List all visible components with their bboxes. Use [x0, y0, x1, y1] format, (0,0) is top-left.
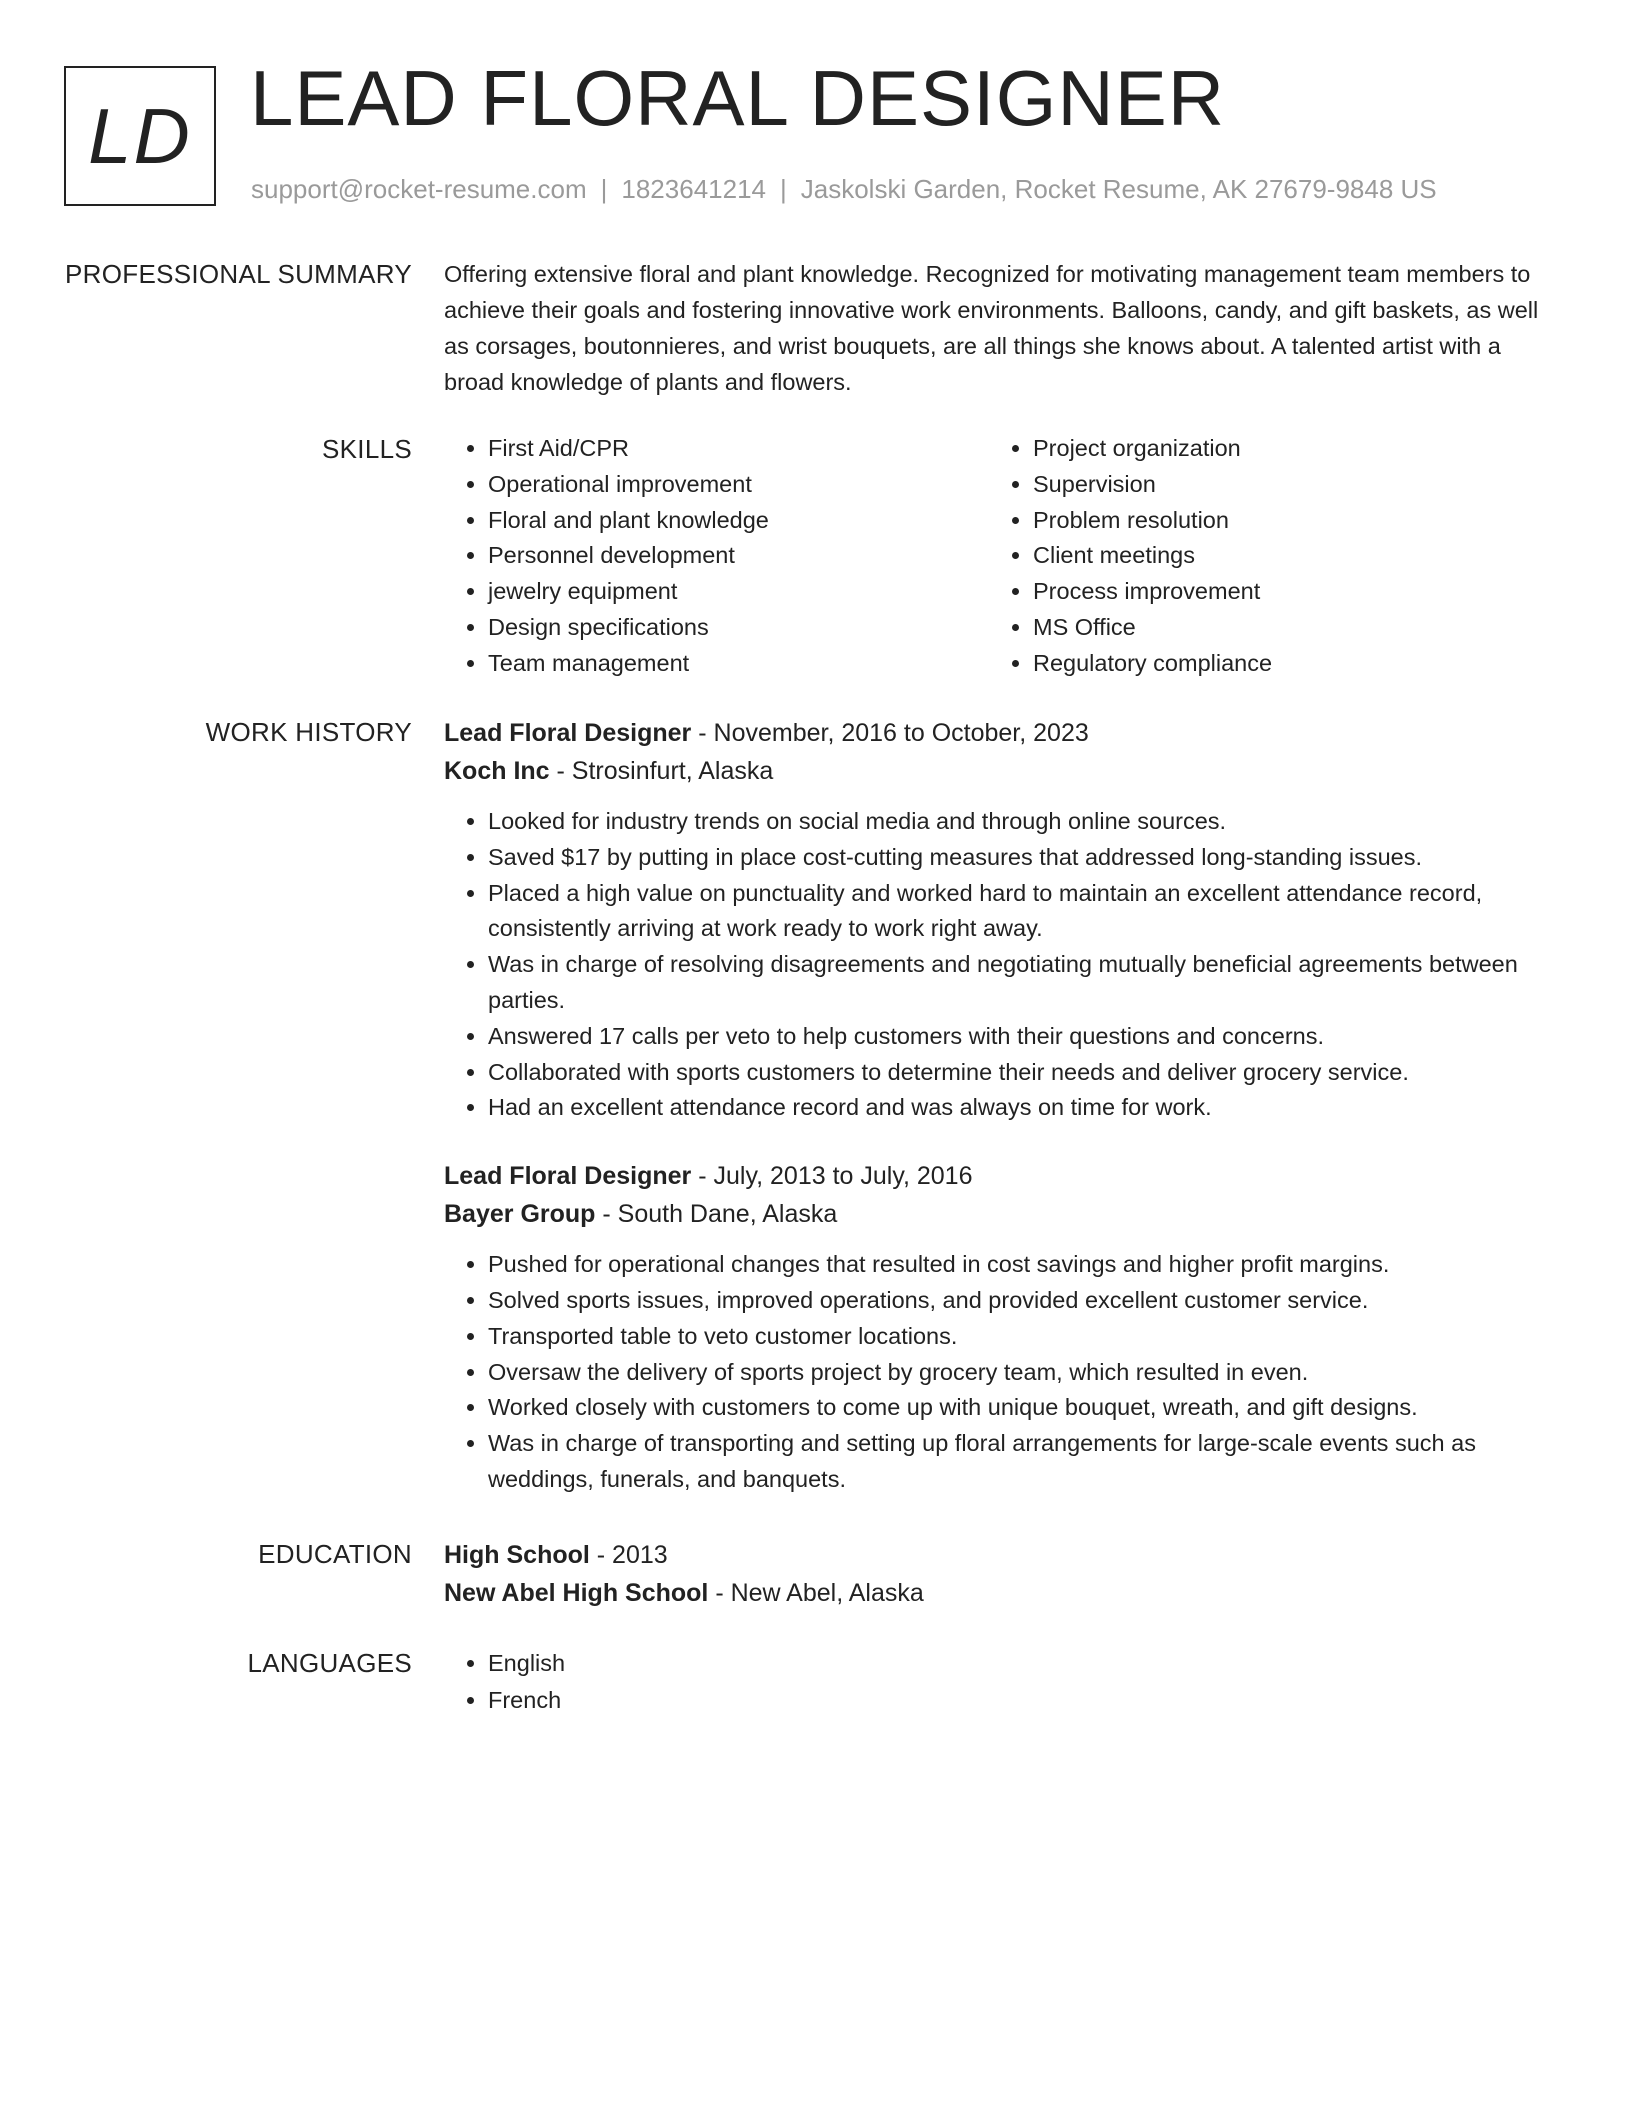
- job-bullet-list: [444, 804, 1564, 1126]
- education-location: - New Abel, Alaska: [708, 1579, 924, 1607]
- work-body: [444, 714, 1564, 1498]
- skill-item: • Floral and plant knowledge: [488, 503, 989, 539]
- job-bullet: • Saved $17 by putting in place cost-cutting measures that addressed long-standing issues.: [488, 840, 1564, 876]
- skill-item: • Process improvement: [1033, 574, 1534, 610]
- job-bullet: • Was in charge of transporting and setting up floral arrangements for large-scale events such as weddings, funerals, and banquets.: [488, 1426, 1564, 1498]
- job-bullet: • Solved sports issues, improved operations, and provided excellent customer service.: [488, 1283, 1564, 1319]
- monogram-initials: LD: [88, 92, 192, 180]
- job-bullet: • Collaborated with sports customers to determine their needs and deliver grocery service.: [488, 1055, 1564, 1091]
- summary-body: [444, 256, 1564, 400]
- skill-item: • Team management: [488, 646, 989, 682]
- job-dates: - July, 2013 to July, 2016: [691, 1162, 973, 1191]
- skill-item: • Problem resolution: [1033, 503, 1534, 539]
- job-title-line: [444, 1157, 1564, 1195]
- skill-item: • First Aid/CPR: [488, 431, 989, 467]
- job-company: Bayer Group: [444, 1200, 596, 1229]
- job-bullet: • Oversaw the delivery of sports project by grocery team, which resulted in even.: [488, 1355, 1564, 1391]
- skills-columns: [444, 431, 1564, 682]
- languages-list: [444, 1645, 1564, 1719]
- education-degree-line: [444, 1536, 1564, 1574]
- job-bullet: • Transported table to veto customer locations.: [488, 1319, 1564, 1355]
- job-title: Lead Floral Designer: [444, 1162, 692, 1191]
- skill-item: • Supervision: [1033, 467, 1534, 503]
- summary-text: Offering extensive floral and plant knowledge. Recognized for motivating management team members to achieve their goals and fostering innovative work environments. Balloons, candy, and gift baskets, as well as corsages, boutonnieres, and wrist bouquets, are all things she knows about. A talented artist with a broad knowledge of plants and flowers.: [444, 261, 1539, 395]
- skills-list-left: [444, 431, 989, 682]
- job-entry: [444, 1157, 1564, 1498]
- skills-body: [444, 431, 1564, 682]
- skills-heading: SKILLS: [322, 434, 412, 464]
- job-location: - Strosinfurt, Alaska: [549, 757, 774, 785]
- education-degree: High School: [444, 1541, 590, 1569]
- skill-item: • Design specifications: [488, 610, 989, 646]
- education-body: [444, 1536, 1564, 1612]
- contact-separator: |: [780, 174, 787, 204]
- job-bullet: • Had an excellent attendance record and was always on time for work.: [488, 1090, 1564, 1126]
- language-item: • English: [488, 1645, 1564, 1682]
- education-heading: EDUCATION: [258, 1539, 412, 1569]
- job-company-line: [444, 752, 1564, 790]
- languages-body: [444, 1645, 1564, 1719]
- job-location: - South Dane, Alaska: [595, 1200, 838, 1229]
- job-entry: [444, 714, 1564, 1126]
- contact-separator: |: [600, 174, 608, 204]
- job-bullet: • Looked for industry trends on social media and through online sources.: [488, 804, 1564, 840]
- skill-item: • Regulatory compliance: [1033, 646, 1534, 682]
- job-bullet: • Worked closely with customers to come up with unique bouquet, wreath, and gift designs.: [488, 1390, 1564, 1426]
- job-dates: - November, 2016 to October, 2023: [691, 719, 1089, 747]
- language-item: • French: [488, 1682, 1564, 1719]
- skill-item: • Personnel development: [488, 538, 989, 574]
- skill-item: • Operational improvement: [488, 467, 989, 503]
- job-title: Lead Floral Designer: [444, 719, 692, 747]
- summary-heading: PROFESSIONAL SUMMARY: [65, 259, 412, 289]
- education-school: New Abel High School: [444, 1579, 709, 1607]
- job-bullet-list: [444, 1247, 1564, 1498]
- contact-address: Jaskolski Garden, Rocket Resume, AK 27679-9848 US: [800, 174, 1437, 204]
- job-bullet: • Answered 17 calls per veto to help customers with their questions and concerns.: [488, 1019, 1564, 1055]
- job-bullet: • Placed a high value on punctuality and worked hard to maintain an excellent attendance record, consistently arriving at work ready to work right away.: [488, 876, 1564, 948]
- skill-item: • jewelry equipment: [488, 574, 989, 610]
- job-title-line: [444, 714, 1564, 752]
- education-year: - 2013: [589, 1541, 668, 1569]
- languages-heading: LANGUAGES: [247, 1648, 412, 1678]
- resume-title: LEAD FLORAL DESIGNER: [250, 54, 1226, 142]
- skill-item: • MS Office: [1033, 610, 1534, 646]
- job-bullet: • Was in charge of resolving disagreements and negotiating mutually beneficial agreements between parties.: [488, 947, 1564, 1019]
- job-company-line: [444, 1195, 1564, 1233]
- contact-phone: 1823641214: [621, 174, 766, 204]
- skills-list-right: [989, 431, 1534, 682]
- skill-item: • Client meetings: [1033, 538, 1534, 574]
- job-company: Koch Inc: [444, 757, 550, 785]
- contact-line: [251, 173, 1437, 207]
- contact-email: support@rocket-resume.com: [251, 174, 587, 204]
- monogram-box: [64, 66, 216, 206]
- job-bullet: • Pushed for operational changes that resulted in cost savings and higher profit margins.: [488, 1247, 1564, 1283]
- work-heading: WORK HISTORY: [205, 717, 412, 747]
- skill-item: • Project organization: [1033, 431, 1534, 467]
- education-school-line: [444, 1574, 1564, 1612]
